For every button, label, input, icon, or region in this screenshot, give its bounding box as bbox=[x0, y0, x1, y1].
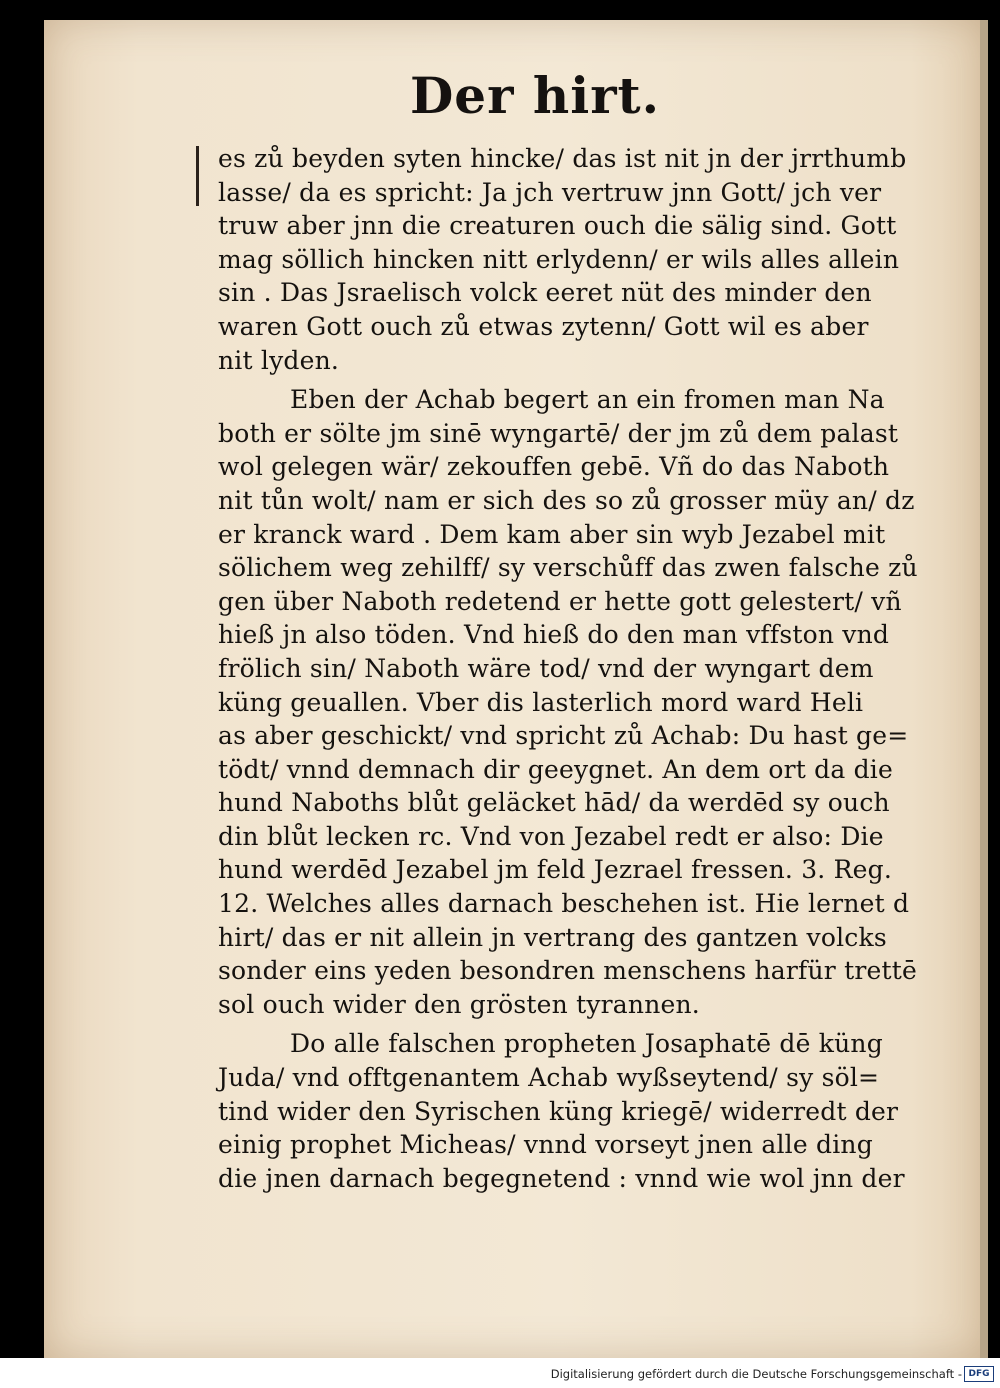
footer-credit: Digitalisierung gefördert durch die Deutsche Forschungsgemeinschaft - bbox=[550, 1367, 962, 1381]
page-edge bbox=[980, 20, 988, 1358]
text-line: hieß jn also töden. Vnd hieß do den man vffston vnd bbox=[218, 620, 890, 650]
text-line: hund Naboths blůt geläcket hād/ da werdēd sy ouch bbox=[218, 788, 890, 818]
dfg-logo: DFG bbox=[964, 1366, 994, 1382]
text-line: die jnen darnach begegnetend : vnnd wie wol jnn der bbox=[218, 1163, 905, 1193]
text-line: truw aber jnn die creaturen ouch die sälig sind. Gott bbox=[218, 211, 897, 241]
text-line: wol gelegen wär/ zekouffen gebē. Vñ do das Naboth bbox=[218, 452, 890, 482]
text-line: Do alle falschen propheten Josaphatē dē küng bbox=[290, 1029, 883, 1059]
text-line: sonder eins yeden besondren menschens harfür trettē bbox=[218, 956, 917, 986]
text-line: es zů beyden syten hincke/ das ist nit jn der jrrthumb bbox=[218, 144, 907, 173]
text-line: tödt/ vnnd demnach dir geeygnet. An dem ort da die bbox=[218, 754, 894, 784]
text-line: Juda/ vnd offtgenantem Achab wyßseytend/ sy söl= bbox=[218, 1063, 880, 1093]
text-line: hund werdēd Jezabel jm feld Jezrael fressen. 3. Reg. bbox=[218, 855, 892, 885]
text-block bbox=[218, 142, 966, 1195]
text-line: gen über Naboth redetend er hette gott gelestert/ vñ bbox=[218, 586, 902, 616]
text-line: mag söllich hincken nitt erlydenn/ er wils alles allein bbox=[218, 244, 900, 274]
text-line: lasse/ da es spricht: Ja jch vertruw jnn Gott/ jch ver bbox=[218, 177, 882, 207]
text-line: sölichem weg zehilff/ sy verschůff das zwen falsche zů bbox=[218, 553, 918, 583]
text-line: nit tůn wolt/ nam er sich des so zů grosser müy an/ dz bbox=[218, 485, 915, 515]
text-line: din blůt lecken rc. Vnd von Jezabel redt er also: Die bbox=[218, 821, 884, 851]
margin-marker bbox=[196, 146, 203, 206]
text-line: küng geuallen. Vber dis lasterlich mord ward Heli bbox=[218, 687, 864, 717]
text-line: tind wider den Syrischen küng kriegē/ widerredt der bbox=[218, 1096, 899, 1126]
text-line: sin . Das Jsraelisch volck eeret nüt des minder den bbox=[218, 278, 872, 308]
text-line: sol ouch wider den grösten tyrannen. bbox=[218, 989, 700, 1019]
text-line: nit lyden. bbox=[218, 345, 340, 375]
running-head: Der hirt. bbox=[409, 66, 661, 125]
text-line: frölich sin/ Naboth wäre tod/ vnd der wyngart dem bbox=[218, 653, 874, 683]
text-line: both er sölte jm sinē wyngartē/ der jm zů dem palast bbox=[218, 418, 899, 448]
footer-strip bbox=[0, 1358, 1000, 1388]
text-line: 12. Welches alles darnach beschehen ist. Hie lernet d bbox=[218, 889, 910, 919]
text-line: hirt/ das er nit allein jn vertrang des gantzen volcks bbox=[218, 922, 887, 952]
text-line: er kranck ward . Dem kam aber sin wyb Jezabel mit bbox=[218, 519, 886, 549]
text-line: einig prophet Micheas/ vnnd vorseyt jnen alle ding bbox=[218, 1130, 873, 1160]
text-line: waren Gott ouch zů etwas zytenn/ Gott wil es aber bbox=[218, 311, 869, 341]
text-line: Eben der Achab begert an ein fromen man Na bbox=[290, 385, 885, 415]
text-line: as aber geschickt/ vnd spricht zů Achab: Du hast ge= bbox=[218, 721, 909, 751]
